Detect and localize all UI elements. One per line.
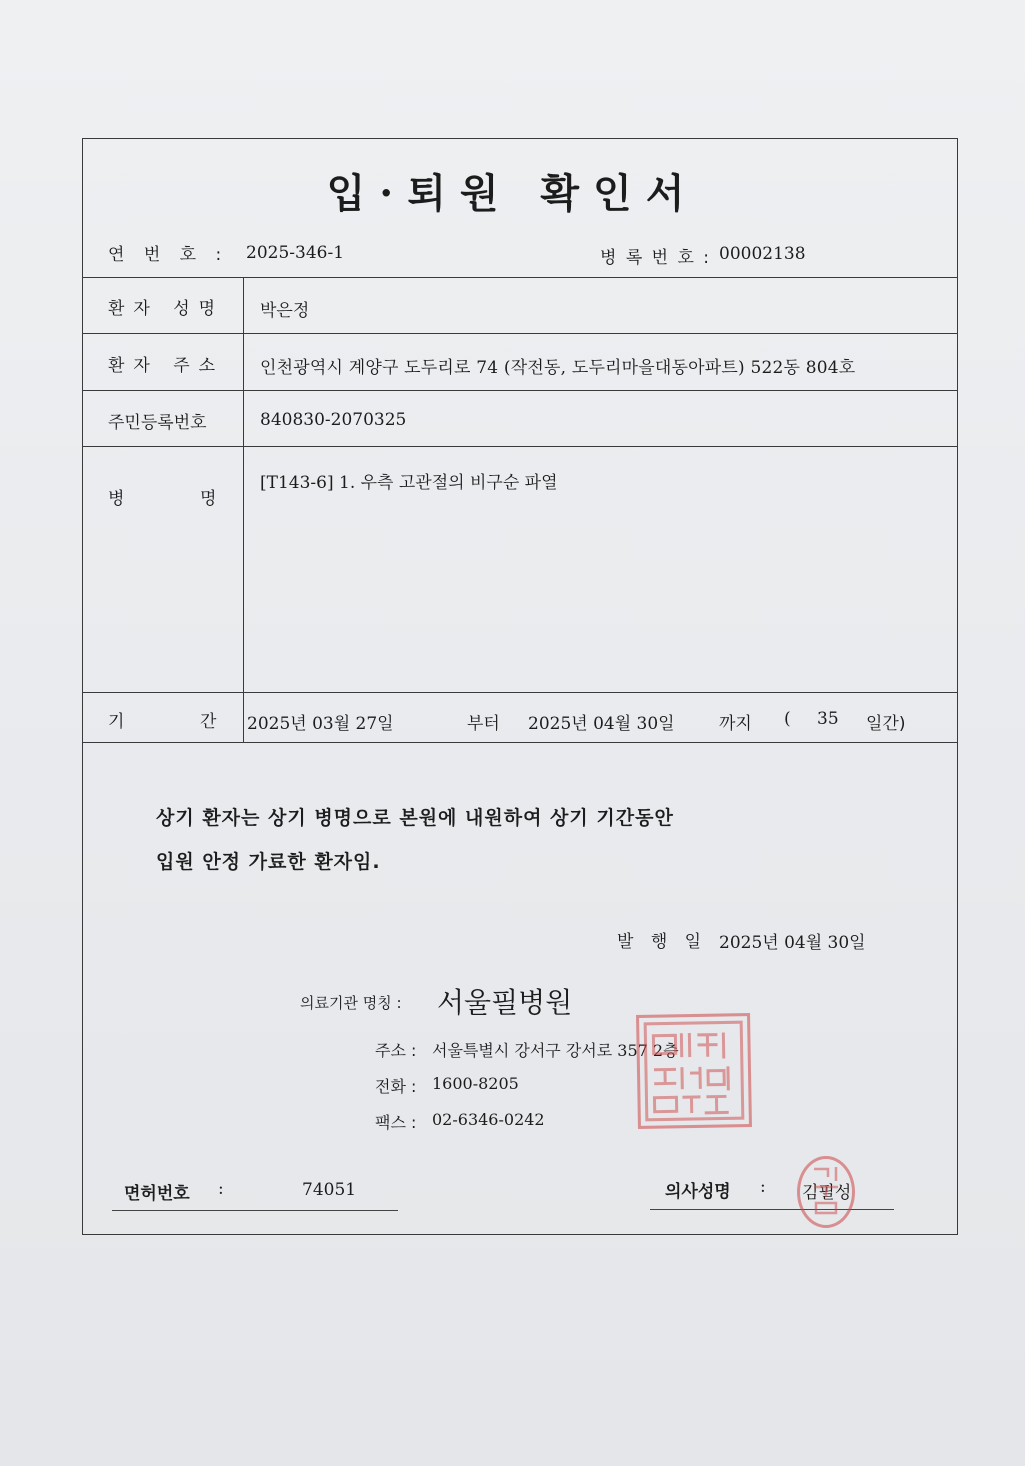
period-open-paren: ( (784, 709, 791, 729)
doctor-seal-mark (800, 1159, 852, 1225)
record-number-label: 병 록 번 호 : (600, 248, 712, 268)
hospital-name-label: 의료기관 명칭 : (300, 994, 402, 1012)
period-label-part2: 간 (200, 712, 217, 732)
doctor-underline (650, 1209, 894, 1210)
doctor-name-value: 김필성 (802, 1183, 852, 1203)
period-until-text: 까지 (719, 714, 752, 734)
doctor-seal-stamp (797, 1156, 855, 1228)
license-number-colon: : (218, 1179, 224, 1199)
license-number-value: 74051 (302, 1180, 357, 1200)
hospital-name-value: 서울필병원 (437, 986, 573, 1019)
hospital-address-value: 서울특별시 강서구 강서로 357 2층 (432, 1041, 679, 1060)
resident-number-value: 840830-2070325 (260, 410, 407, 430)
diagnosis-label-part2: 명 (200, 489, 217, 509)
issue-date-value: 2025년 04월 30일 (719, 933, 866, 953)
table-line (82, 446, 958, 447)
license-number-label: 면허번호 (124, 1184, 190, 1204)
diagnosis-label-part1: 병 (108, 489, 125, 509)
license-underline (112, 1210, 398, 1211)
table-line (82, 742, 958, 743)
table-line (82, 333, 958, 334)
patient-address-value: 인천광역시 계양구 도두리로 74 (작전동, 도두리마을대동아파트) 522동 804호 (260, 358, 856, 378)
statement-line-2: 입원 안정 가료한 환자임. (156, 851, 381, 873)
doctor-name-label: 의사성명 (665, 1182, 731, 1202)
serial-number-label: 연 번 호 : (108, 245, 229, 265)
table-line (82, 692, 958, 693)
period-from-text: 부터 (467, 714, 500, 734)
diagnosis-value: [T143-6] 1. 우측 고관절의 비구순 파열 (260, 473, 558, 493)
table-column-divider (243, 277, 244, 742)
patient-name-label: 환자 성명 (108, 299, 225, 319)
table-line (82, 390, 958, 391)
table-line (82, 277, 958, 278)
document-title: 입·퇴원 확인서 (326, 170, 699, 217)
hospital-seal-mark (639, 1016, 749, 1126)
hospital-fax-label: 팩스 : (375, 1113, 417, 1132)
patient-address-label: 환자 주소 (108, 356, 225, 376)
period-label-part1: 기 (108, 712, 125, 732)
hospital-seal-stamp (636, 1013, 752, 1129)
issue-date-label: 발 행 일 (617, 932, 708, 952)
resident-number-label: 주민등록번호 (108, 413, 207, 433)
statement-line-1: 상기 환자는 상기 병명으로 본원에 내원하여 상기 기간동안 (156, 807, 674, 829)
period-days-value: 35 (817, 709, 839, 729)
period-start-date: 2025년 03월 27일 (247, 714, 394, 734)
hospital-phone-label: 전화 : (375, 1077, 417, 1096)
hospital-phone-value: 1600-8205 (432, 1074, 519, 1093)
patient-name-value: 박은정 (260, 301, 310, 321)
hospital-fax-value: 02-6346-0242 (432, 1110, 545, 1129)
period-end-date: 2025년 04월 30일 (528, 714, 675, 734)
hospital-address-label: 주소 : (375, 1041, 417, 1060)
serial-number-value: 2025-346-1 (246, 243, 345, 263)
period-days-unit: 일간) (866, 714, 906, 734)
doctor-name-colon: : (760, 1177, 766, 1197)
record-number-value: 00002138 (719, 244, 806, 264)
